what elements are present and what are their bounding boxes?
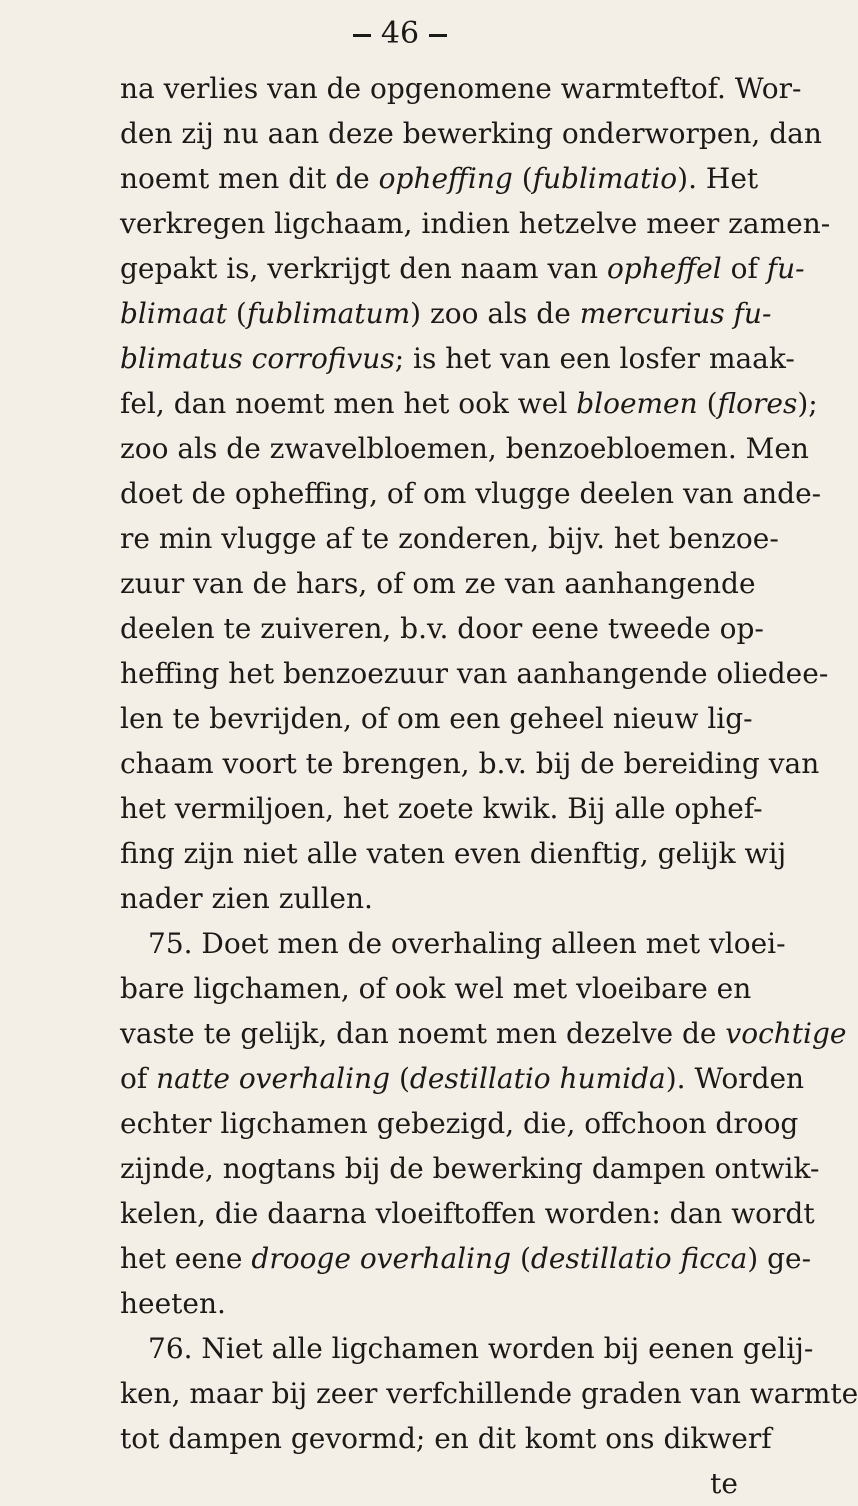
italic-term: natte overhaling bbox=[156, 1062, 391, 1095]
italic-term: destillatio humida bbox=[409, 1062, 666, 1095]
text-run: bare ligchamen, of ook wel met vloeibare en bbox=[120, 972, 752, 1005]
text-run: ) ge- bbox=[747, 1242, 812, 1275]
text-run: ). Het bbox=[677, 162, 759, 195]
text-line bbox=[120, 1191, 815, 1236]
text-run: den zij nu aan deze bewerking onderworpen, dan bbox=[120, 117, 822, 150]
text-run: doet de opheffing, of om vlugge deelen van ande- bbox=[120, 477, 822, 510]
italic-term: bloemen bbox=[576, 387, 698, 420]
text-line bbox=[120, 1236, 812, 1281]
text-run: het vermiljoen, het zoete kwik. Bij alle ophef- bbox=[120, 792, 763, 825]
text-line bbox=[120, 1461, 738, 1506]
text-line bbox=[120, 741, 820, 786]
text-run: 75. Doet men de overhaling alleen met vloei- bbox=[148, 927, 786, 960]
text-run: ). Worden bbox=[665, 1062, 805, 1095]
text-run: of bbox=[120, 1062, 157, 1095]
text-run: fel, dan noemt men het ook wel bbox=[120, 387, 577, 420]
text-line bbox=[120, 1326, 814, 1371]
header-dash-left bbox=[353, 34, 371, 37]
text-line bbox=[120, 696, 753, 741]
text-run: noemt men dit de bbox=[120, 162, 379, 195]
italic-term: flores bbox=[717, 387, 798, 420]
italic-term: vochtige bbox=[725, 1017, 847, 1050]
text-line bbox=[120, 651, 829, 696]
text-line bbox=[120, 1056, 805, 1101]
italic-term: fu- bbox=[766, 252, 805, 285]
text-run: tot dampen gevormd; en dit komt ons dikwerf bbox=[120, 1422, 772, 1455]
text-run: deelen te zuiveren, b.v. door eene tweede op- bbox=[120, 612, 764, 645]
text-line bbox=[120, 336, 795, 381]
text-line bbox=[120, 561, 756, 606]
text-line bbox=[120, 1281, 738, 1326]
text-run: re min vlugge af te zonderen, bijv. het benzoe- bbox=[120, 522, 779, 555]
text-line bbox=[120, 606, 764, 651]
text-run: na verlies van de opgenomene warmteftof. Wor- bbox=[120, 72, 802, 105]
body-text bbox=[120, 66, 858, 1506]
text-run: fing zijn niet alle vaten even dienftig, gelijk wij bbox=[120, 837, 787, 870]
text-line bbox=[120, 426, 809, 471]
italic-term: drooge overhaling bbox=[251, 1242, 512, 1275]
text-line bbox=[120, 1011, 847, 1056]
italic-term: fublimatio bbox=[532, 162, 678, 195]
text-run: vaste te gelijk, dan noemt men dezelve de bbox=[120, 1017, 726, 1050]
italic-term: destillatio ficca bbox=[530, 1242, 748, 1275]
text-line bbox=[120, 201, 831, 246]
text-run: ken, maar bij zeer verfchillende graden van warmte bbox=[120, 1377, 858, 1410]
text-run: ( bbox=[390, 1062, 410, 1095]
text-run: heffing het benzoezuur van aanhangende oliedee- bbox=[120, 657, 829, 690]
text-line bbox=[120, 1371, 858, 1416]
text-run: verkregen ligchaam, indien hetzelve meer zamen- bbox=[120, 207, 831, 240]
italic-term: opheffel bbox=[606, 252, 722, 285]
text-run: ( bbox=[697, 387, 718, 420]
text-line bbox=[120, 381, 818, 426]
text-line bbox=[120, 966, 752, 1011]
text-run: len te bevrijden, of om een geheel nieuw lig- bbox=[120, 702, 753, 735]
text-run: ) zoo als de bbox=[410, 297, 580, 330]
text-line bbox=[120, 111, 822, 156]
text-run: gepakt is, verkrijgt den naam van bbox=[120, 252, 607, 285]
italic-term: opheffing bbox=[378, 162, 513, 195]
text-line bbox=[120, 786, 763, 831]
page-number: 46 bbox=[380, 16, 420, 51]
text-line bbox=[120, 291, 772, 336]
text-line bbox=[120, 1416, 772, 1461]
text-line bbox=[120, 831, 787, 876]
text-run: heeten. bbox=[120, 1287, 226, 1320]
text-line bbox=[120, 471, 822, 516]
text-line bbox=[120, 1146, 820, 1191]
text-run: te bbox=[710, 1467, 738, 1500]
italic-term: blimaat bbox=[120, 297, 228, 330]
text-run: ( bbox=[512, 162, 533, 195]
italic-term: mercurius fu- bbox=[579, 297, 772, 330]
text-line bbox=[120, 921, 786, 966]
text-run: het eene bbox=[120, 1242, 252, 1275]
text-line bbox=[120, 1101, 799, 1146]
text-run: zoo als de zwavelbloemen, benzoebloemen. Men bbox=[120, 432, 809, 465]
text-run: ; is het van een losfer maak- bbox=[394, 342, 795, 375]
italic-term: fublimatum bbox=[246, 297, 411, 330]
text-line bbox=[120, 876, 738, 921]
text-line bbox=[120, 516, 779, 561]
text-line bbox=[120, 66, 802, 111]
page-header bbox=[0, 14, 800, 54]
text-run: 76. Niet alle ligchamen worden bij eenen gelij- bbox=[148, 1332, 814, 1365]
text-line bbox=[120, 246, 805, 291]
text-run: ( bbox=[511, 1242, 531, 1275]
text-run: zuur van de hars, of om ze van aanhangende bbox=[120, 567, 756, 600]
text-line bbox=[120, 156, 759, 201]
italic-term: blimatus corrofivus bbox=[120, 342, 395, 375]
text-run: nader zien zullen. bbox=[120, 882, 373, 915]
text-run: echter ligchamen gebezigd, die, offchoon droog bbox=[120, 1107, 799, 1140]
text-run: zijnde, nogtans bij de bewerking dampen ontwik- bbox=[120, 1152, 820, 1185]
text-run: kelen, die daarna vloeiftoffen worden: dan wordt bbox=[120, 1197, 815, 1230]
text-run: of bbox=[721, 252, 767, 285]
text-run: chaam voort te brengen, b.v. bij de bereiding van bbox=[120, 747, 820, 780]
header-dash-right bbox=[429, 34, 447, 37]
text-run: ( bbox=[227, 297, 247, 330]
text-run: ); bbox=[797, 387, 818, 420]
